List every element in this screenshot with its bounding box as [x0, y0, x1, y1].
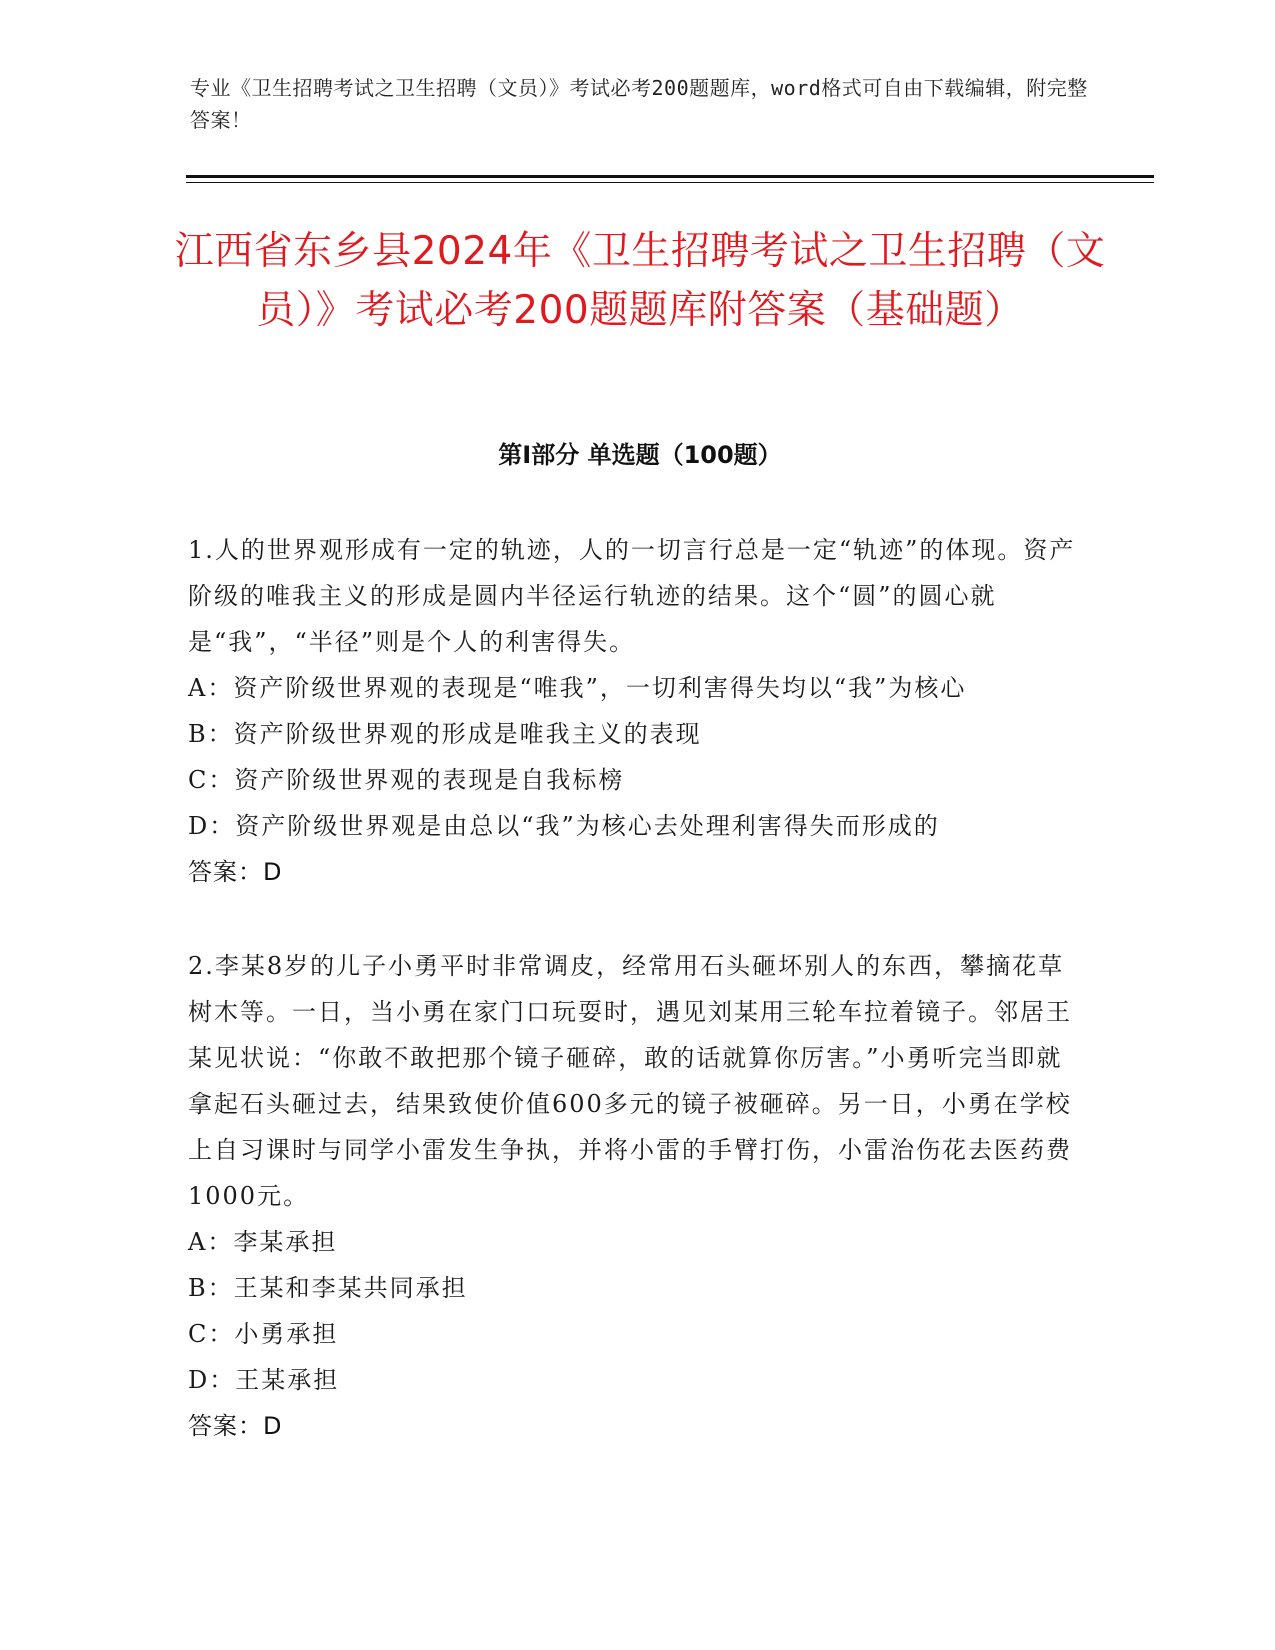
answer-line: 答案：D [188, 858, 283, 886]
header-rule-thin [186, 182, 1154, 183]
option-c: C：资产阶级世界观的表现是自我标榜 [188, 766, 625, 794]
question-stem: 1.人的世界观形成有一定的轨迹，人的一切言行总是一定“轨迹”的体现。资产阶级的唯我主义的形成是圆内半径运行轨迹的结果。这个“圆”的圆心就是“我”，“半径”则是个人的利害得失。 [188, 536, 1076, 656]
answer-line: 答案：D [188, 1412, 283, 1440]
question-1 [188, 527, 1088, 895]
header-rule-thick [186, 175, 1154, 178]
option-c: C：小勇承担 [188, 1320, 339, 1348]
option-a: A：资产阶级世界观的表现是“唯我”，一切利害得失均以“我”为核心 [188, 674, 967, 702]
option-d: D：王某承担 [188, 1366, 340, 1394]
section-heading: 第I部分 单选题（100题） [498, 441, 782, 469]
question-list [188, 527, 1088, 1497]
option-b: B：资产阶级世界观的形成是唯我主义的表现 [188, 720, 702, 748]
header-note: 专业《卫生招聘考试之卫生招聘（文员）》考试必考200题题库，word格式可自由下载编辑，附完整答案！ [190, 76, 1088, 132]
option-d: D：资产阶级世界观是由总以“我”为核心去处理利害得失而形成的 [188, 812, 940, 840]
option-a: A：李某承担 [188, 1228, 338, 1256]
document-title: 江西省东乡县2024年《卫生招聘考试之卫生招聘（文员）》考试必考200题题库附答案（基础题） [174, 229, 1106, 333]
question-stem: 2.李某8岁的儿子小勇平时非常调皮，经常用石头砸坏别人的东西，攀摘花草树木等。一日，当小勇在家门口玩耍时，遇见刘某用三轮车拉着镜子。邻居王某见状说：“你敢不敢把那个镜子砸碎，敢的话就算你厉害。”小勇听完当即就拿起石头砸过去，结果致使价值600多元的镜子被砸碎。另一日，小勇在学校上自习课时与同学小雷发生争执，并将小雷的手臂打伤，小雷治伤花去医药费1000元。 [188, 952, 1072, 1210]
option-b: B：王某和李某共同承担 [188, 1274, 468, 1302]
question-2 [188, 943, 1088, 1449]
